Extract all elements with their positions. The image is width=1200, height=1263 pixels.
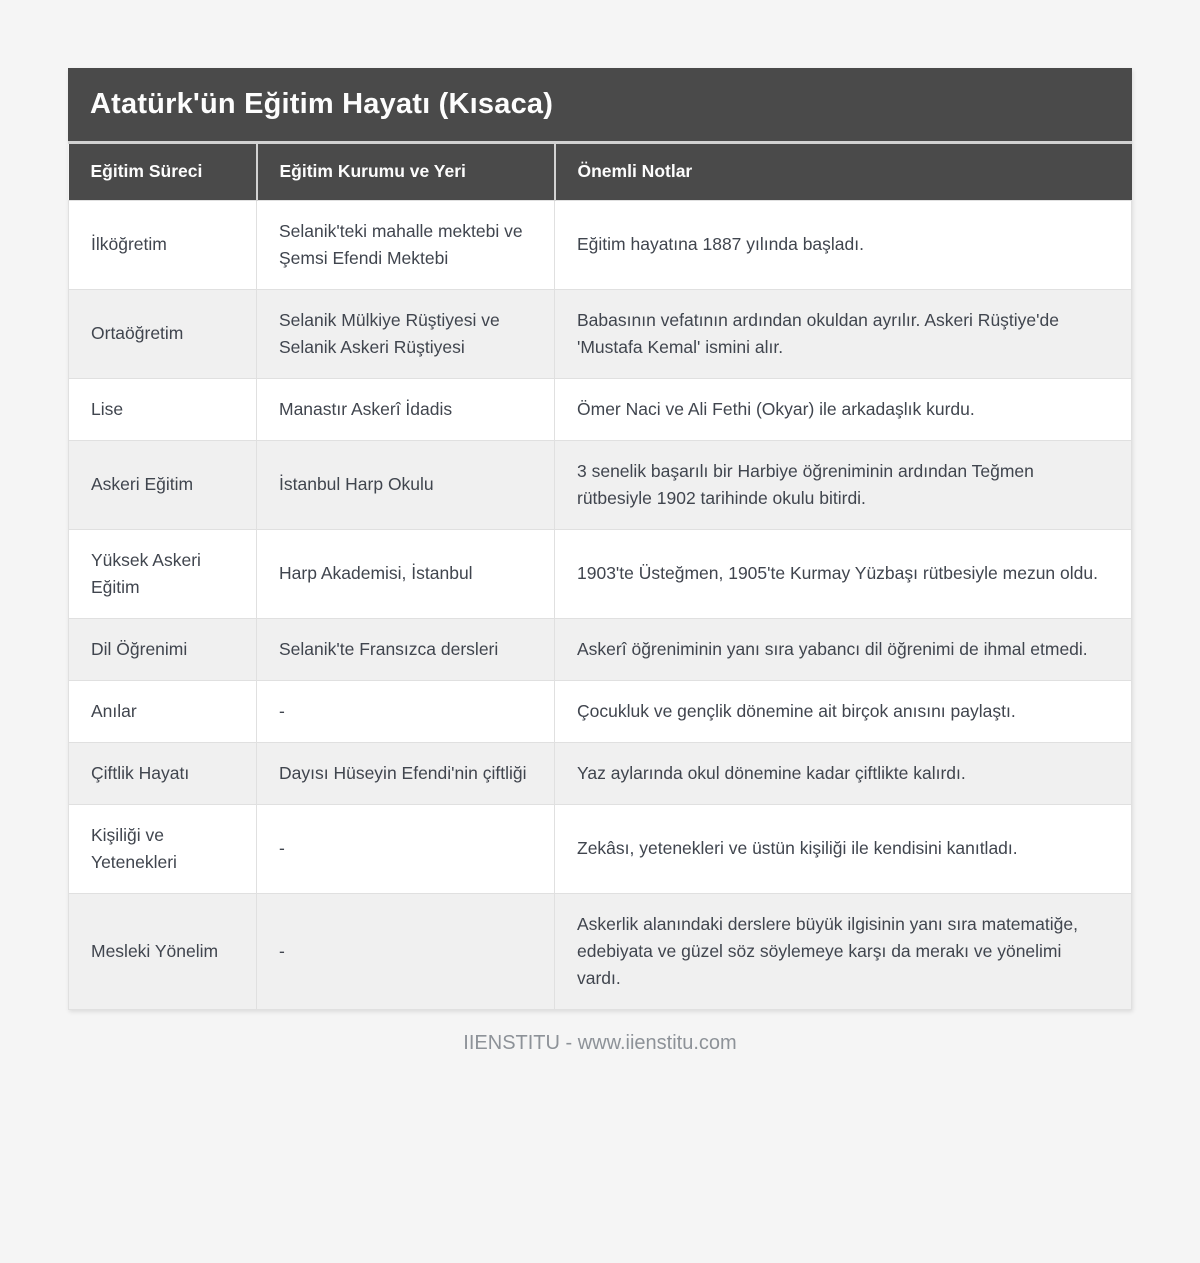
cell-egitim-kurumu-ve-yeri: Selanik'te Fransızca dersleri bbox=[257, 618, 555, 680]
cell-egitim-sureci: İlköğretim bbox=[69, 200, 257, 289]
cell-egitim-sureci: Lise bbox=[69, 378, 257, 440]
education-card bbox=[68, 68, 1132, 1010]
cell-egitim-kurumu-ve-yeri: - bbox=[257, 804, 555, 893]
cell-egitim-kurumu-ve-yeri: Harp Akademisi, İstanbul bbox=[257, 529, 555, 618]
col-header-egitim-kurumu-ve-yeri: Eğitim Kurumu ve Yeri bbox=[257, 144, 555, 200]
cell-egitim-sureci: Anılar bbox=[69, 680, 257, 742]
col-header-onemli-notlar: Önemli Notlar bbox=[555, 144, 1132, 200]
cell-egitim-kurumu-ve-yeri: Selanik Mülkiye Rüştiyesi ve Selanik Askeri Rüştiyesi bbox=[257, 289, 555, 378]
cell-egitim-kurumu-ve-yeri: Selanik'teki mahalle mektebi ve Şemsi Efendi Mektebi bbox=[257, 200, 555, 289]
cell-onemli-notlar: Askerlik alanındaki derslere büyük ilgisinin yanı sıra matematiğe, edebiyata ve güzel söz söylemeye karşı da merakı ve yönelimi vardı. bbox=[555, 893, 1132, 1009]
cell-egitim-kurumu-ve-yeri: İstanbul Harp Okulu bbox=[257, 440, 555, 529]
cell-onemli-notlar: Yaz aylarında okul dönemine kadar çiftlikte kalırdı. bbox=[555, 742, 1132, 804]
col-header-egitim-sureci: Eğitim Süreci bbox=[69, 144, 257, 200]
table-row bbox=[69, 804, 1132, 893]
cell-onemli-notlar: Babasının vefatının ardından okuldan ayrılır. Askeri Rüştiye'de 'Mustafa Kemal' ismini alır. bbox=[555, 289, 1132, 378]
cell-egitim-sureci: Mesleki Yönelim bbox=[69, 893, 257, 1009]
cell-onemli-notlar: Zekâsı, yetenekleri ve üstün kişiliği ile kendisini kanıtladı. bbox=[555, 804, 1132, 893]
table-row bbox=[69, 618, 1132, 680]
table-row bbox=[69, 289, 1132, 378]
card-title: Atatürk'ün Eğitim Hayatı (Kısaca) bbox=[68, 68, 1132, 144]
education-table bbox=[68, 144, 1132, 1010]
cell-onemli-notlar: 3 senelik başarılı bir Harbiye öğreniminin ardından Teğmen rütbesiyle 1902 tarihinde okulu bitirdi. bbox=[555, 440, 1132, 529]
cell-onemli-notlar: Ömer Naci ve Ali Fethi (Okyar) ile arkadaşlık kurdu. bbox=[555, 378, 1132, 440]
page bbox=[0, 68, 1200, 1263]
table-row bbox=[69, 742, 1132, 804]
cell-egitim-sureci: Dil Öğrenimi bbox=[69, 618, 257, 680]
cell-onemli-notlar: Çocukluk ve gençlik dönemine ait birçok anısını paylaştı. bbox=[555, 680, 1132, 742]
cell-egitim-sureci: Askeri Eğitim bbox=[69, 440, 257, 529]
table-row bbox=[69, 200, 1132, 289]
table-row bbox=[69, 440, 1132, 529]
cell-egitim-sureci: Ortaöğretim bbox=[69, 289, 257, 378]
table-body bbox=[69, 200, 1132, 1009]
header-row bbox=[69, 144, 1132, 200]
cell-egitim-kurumu-ve-yeri: - bbox=[257, 680, 555, 742]
cell-egitim-kurumu-ve-yeri: - bbox=[257, 893, 555, 1009]
cell-onemli-notlar: 1903'te Üsteğmen, 1905'te Kurmay Yüzbaşı rütbesiyle mezun oldu. bbox=[555, 529, 1132, 618]
table-row bbox=[69, 893, 1132, 1009]
table-row bbox=[69, 680, 1132, 742]
cell-egitim-sureci: Çiftlik Hayatı bbox=[69, 742, 257, 804]
cell-egitim-sureci: Yüksek Askeri Eğitim bbox=[69, 529, 257, 618]
cell-egitim-kurumu-ve-yeri: Manastır Askerî İdadis bbox=[257, 378, 555, 440]
cell-onemli-notlar: Askerî öğreniminin yanı sıra yabancı dil öğrenimi de ihmal etmedi. bbox=[555, 618, 1132, 680]
table-row bbox=[69, 378, 1132, 440]
table-row bbox=[69, 529, 1132, 618]
cell-egitim-sureci: Kişiliği ve Yetenekleri bbox=[69, 804, 257, 893]
cell-onemli-notlar: Eğitim hayatına 1887 yılında başladı. bbox=[555, 200, 1132, 289]
footer-credit: IIENSTITU - www.iienstitu.com bbox=[463, 1031, 737, 1054]
cell-egitim-kurumu-ve-yeri: Dayısı Hüseyin Efendi'nin çiftliği bbox=[257, 742, 555, 804]
